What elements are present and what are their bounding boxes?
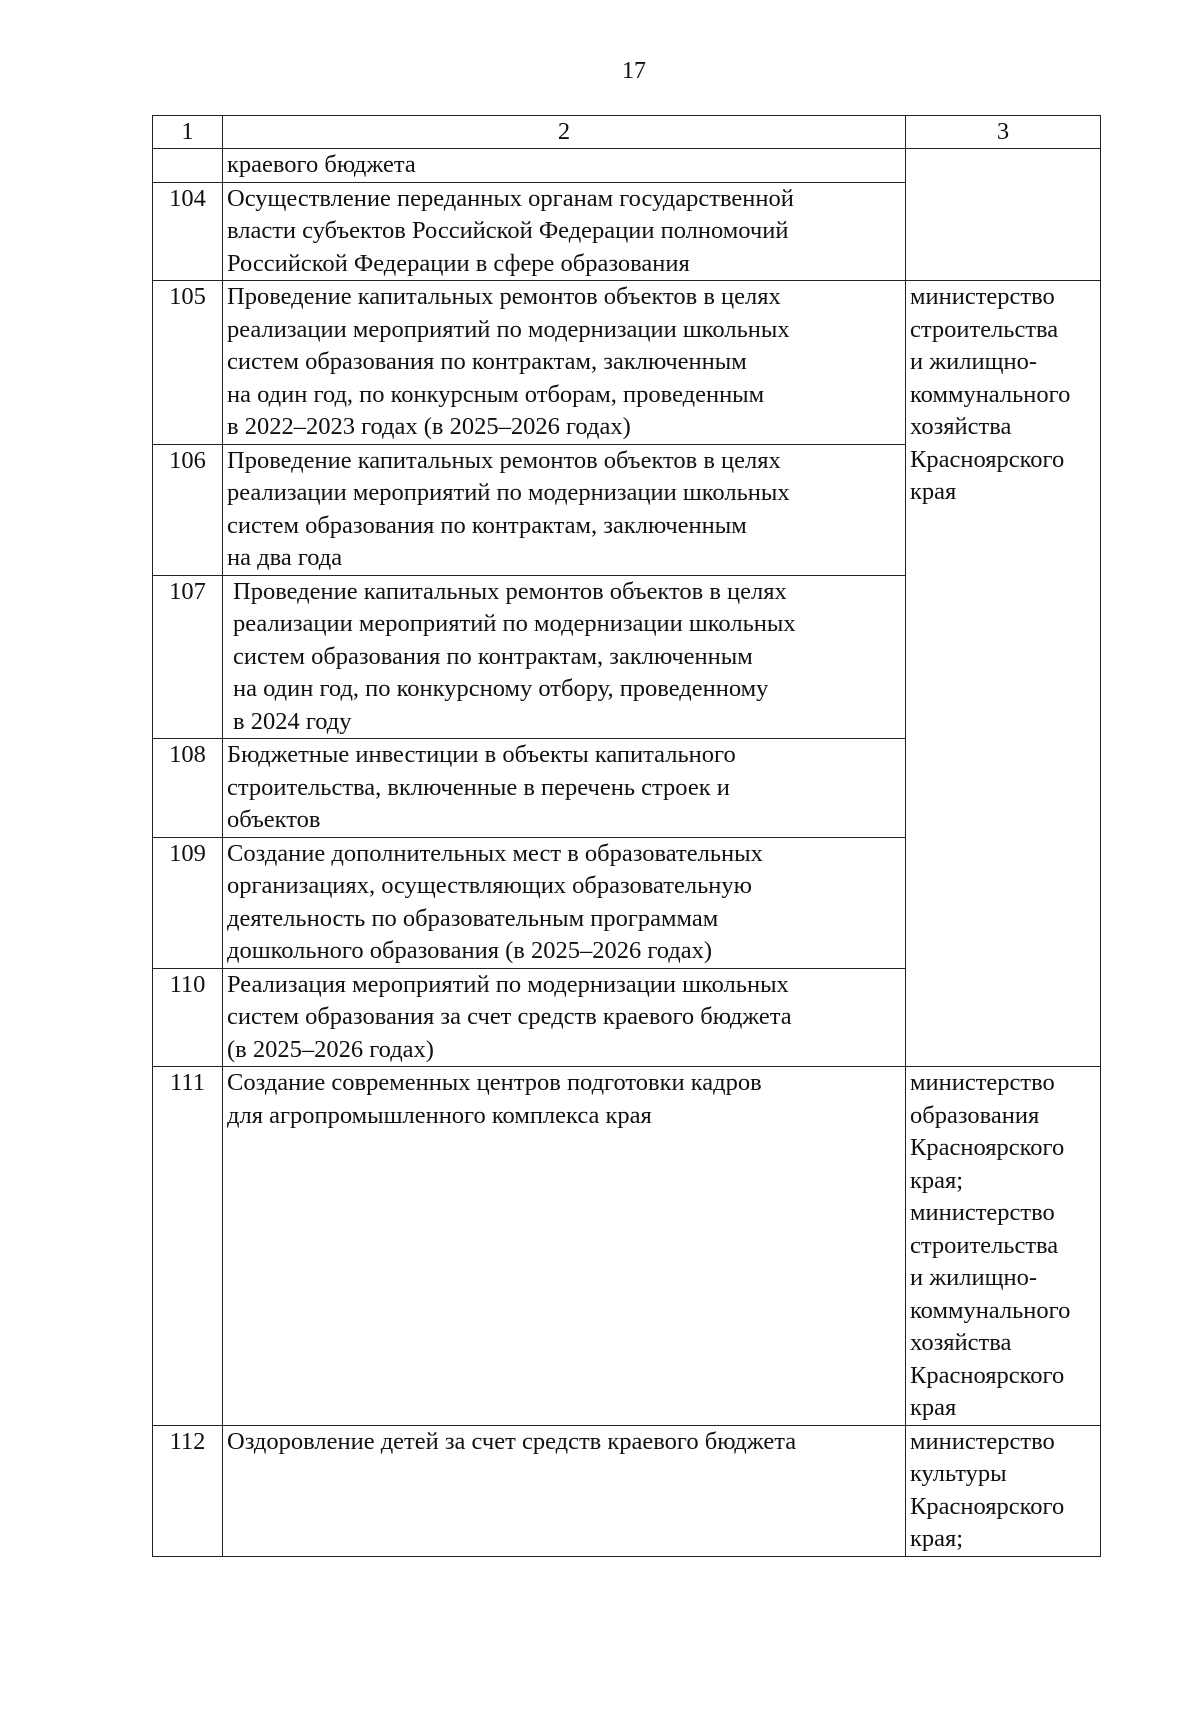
description-line: систем образования по контрактам, заключенным — [233, 642, 753, 670]
description-line: в 2022–2023 годах (в 2025–2026 годах) — [227, 413, 631, 440]
row-number: 110 — [153, 968, 223, 1067]
description-line: Осуществление переданных органам государственной — [227, 184, 794, 212]
department-line: министерство — [910, 1427, 1055, 1455]
row-number: 108 — [153, 739, 223, 838]
description-line: объектов — [227, 806, 321, 833]
department-line: и жилищно- — [910, 348, 1037, 375]
description-line: (в 2025–2026 годах) — [227, 1035, 434, 1063]
column-header-1: 1 — [153, 116, 223, 149]
description-line: деятельность по образовательным программам — [227, 904, 719, 932]
row-number: 104 — [153, 182, 223, 281]
table-row — [153, 281, 1101, 445]
department-line: Красноярского — [910, 445, 1065, 473]
department-line: министерство — [910, 1199, 1055, 1226]
row-number — [153, 149, 223, 183]
row-description — [223, 968, 906, 1067]
row-description — [223, 739, 906, 838]
description-line: в 2024 году — [233, 707, 352, 735]
department-line: Красноярского — [910, 1492, 1065, 1520]
row-description — [223, 1067, 906, 1426]
description-line: для агропромышленного комплекса края — [227, 1101, 652, 1129]
row-description — [223, 444, 906, 575]
description-line: организациях, осуществляющих образовательную — [227, 872, 752, 899]
document-table — [152, 115, 1101, 1557]
column-header-2: 2 — [223, 116, 906, 149]
department-line: строительства — [910, 1231, 1059, 1259]
description-line: краевого бюджета — [227, 151, 416, 178]
column-header-3: 3 — [906, 116, 1101, 149]
row-description — [223, 182, 906, 281]
row-description — [223, 281, 906, 445]
description-line: реализации мероприятий по модернизации школьных — [227, 315, 790, 343]
department-line: края — [910, 478, 957, 505]
department-line: и жилищно- — [910, 1264, 1037, 1291]
department-line: культуры — [910, 1460, 1007, 1487]
table-row-continuation — [153, 149, 1101, 183]
responsible-cell-empty — [906, 149, 1101, 281]
department-line: министерство — [910, 1069, 1055, 1096]
description-line: Проведение капитальных ремонтов объектов в целях — [227, 283, 781, 310]
responsible-department — [906, 1425, 1101, 1556]
row-description — [223, 1425, 906, 1556]
description-line: Создание современных центров подготовки кадров — [227, 1069, 762, 1096]
page-number: 17 — [622, 58, 646, 84]
department-line: Красноярского — [910, 1134, 1065, 1161]
description-line: Проведение капитальных ремонтов объектов в целях — [227, 446, 781, 474]
description-line: строительства, включенные в перечень строек и — [227, 773, 730, 801]
row-number: 111 — [153, 1067, 223, 1426]
row-number: 107 — [153, 575, 223, 739]
description-line: Проведение капитальных ремонтов объектов в целях — [233, 577, 787, 605]
table-row — [153, 1067, 1101, 1426]
description-line: дошкольного образования (в 2025–2026 годах) — [227, 937, 713, 964]
department-line: края — [910, 1394, 957, 1421]
row-number: 109 — [153, 837, 223, 968]
department-line: коммунального — [910, 1296, 1071, 1324]
description-line: Оздоровление детей за счет средств краевого бюджета — [227, 1427, 797, 1455]
description-line: систем образования по контрактам, заключенным — [227, 348, 747, 375]
description-line: на один год, по конкурсному отбору, проведенному — [233, 675, 769, 702]
row-number: 106 — [153, 444, 223, 575]
row-description — [223, 575, 906, 739]
description-line: реализации мероприятий по модернизации школьных — [227, 479, 790, 506]
department-line: хозяйства — [910, 413, 1012, 440]
description-line: власти субъектов Российской Федерации полномочий — [227, 217, 789, 244]
department-line: строительства — [910, 315, 1059, 343]
department-line: края; — [910, 1525, 964, 1552]
description-line: реализации мероприятий по модернизации школьных — [233, 610, 796, 637]
description-line: на один год, по конкурсным отборам, проведенным — [227, 380, 765, 408]
table-header-row — [153, 116, 1101, 149]
department-line: края; — [910, 1166, 964, 1194]
department-line: образования — [910, 1101, 1040, 1129]
department-line: Красноярского — [910, 1361, 1065, 1389]
row-number: 112 — [153, 1425, 223, 1556]
row-number: 105 — [153, 281, 223, 445]
description-line: Бюджетные инвестиции в объекты капитального — [227, 741, 736, 768]
description-line: на два года — [227, 544, 343, 571]
description-line: Реализация мероприятий по модернизации школьных — [227, 970, 789, 998]
row-description — [223, 149, 906, 183]
department-line: коммунального — [910, 380, 1071, 408]
description-line: систем образования по контрактам, заключенным — [227, 511, 747, 539]
responsible-department — [906, 281, 1101, 1067]
department-line: министерство — [910, 283, 1055, 310]
table-row — [153, 1425, 1101, 1556]
row-description — [223, 837, 906, 968]
department-line: хозяйства — [910, 1329, 1012, 1356]
responsible-department — [906, 1067, 1101, 1426]
description-line: Российской Федерации в сфере образования — [227, 249, 690, 277]
description-line: Создание дополнительных мест в образовательных — [227, 839, 763, 867]
description-line: систем образования за счет средств краевого бюджета — [227, 1003, 792, 1030]
